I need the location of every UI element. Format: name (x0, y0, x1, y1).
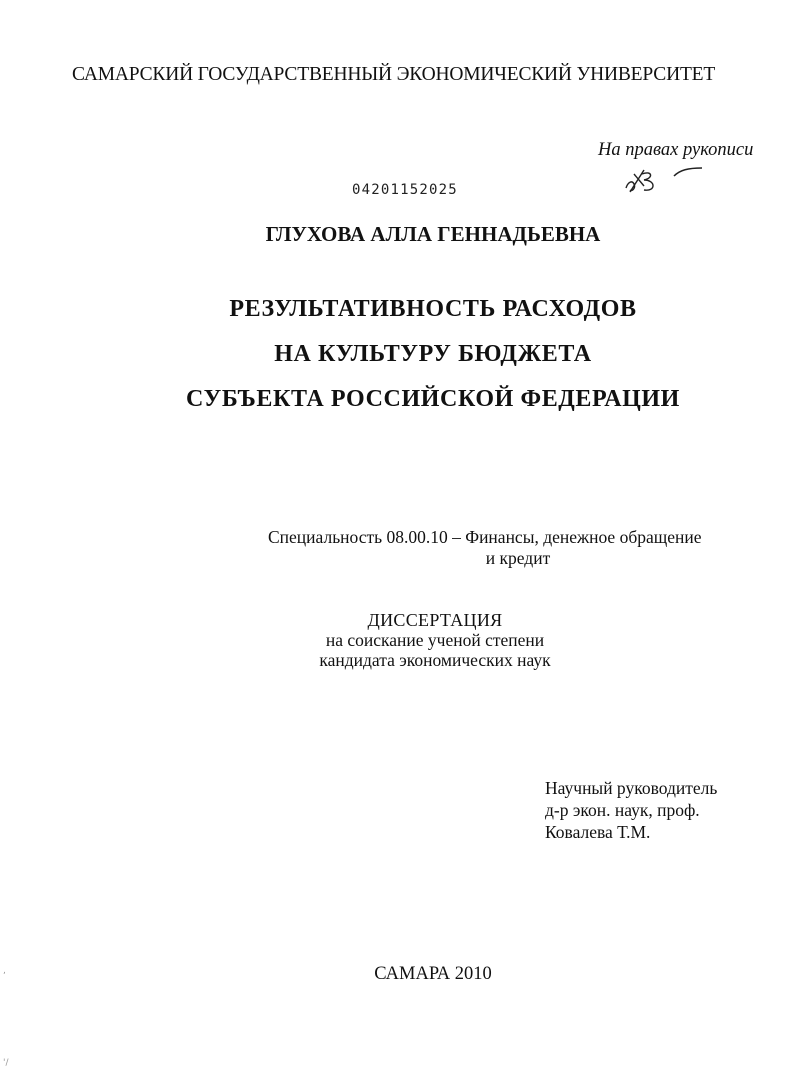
catalog-number: 04201152025 (352, 182, 458, 198)
title-line-2: НА КУЛЬТУРУ БЮДЖЕТА (274, 341, 592, 367)
degree-line-1: на соискание ученой степени (325, 630, 545, 650)
author-name: ГЛУХОВА АЛЛА ГЕННАДЬЕВНА (265, 222, 601, 246)
university-name: САМАРСКИЙ ГОСУДАРСТВЕННЫЙ ЭКОНОМИЧЕСКИЙ УНИВЕРСИТЕТ (72, 64, 716, 85)
margin-mark: '/ (3, 1058, 9, 1068)
dissertation-block (290, 610, 580, 670)
dissertation-title (0, 287, 794, 422)
signature-icon (622, 162, 712, 198)
specialty-line-2: и кредит (485, 548, 551, 568)
supervisor-block (545, 777, 717, 843)
title-line-3: СУБЪЕКТА РОССИЙСКОЙ ФЕДЕРАЦИИ (186, 386, 680, 412)
supervisor-name: Ковалева Т.М. (545, 822, 651, 842)
city-year: САМАРА 2010 (374, 964, 492, 984)
specialty-line-1: Специальность 08.00.10 – Финансы, денежное обращение (268, 527, 702, 547)
degree-line-2: кандидата экономических наук (319, 650, 551, 670)
supervisor-role: Научный руководитель (545, 778, 718, 798)
manuscript-note: На правах рукописи (598, 140, 754, 160)
dissertation-heading: ДИССЕРТАЦИЯ (367, 610, 503, 630)
margin-mark: , (3, 966, 6, 976)
supervisor-degree: д-р экон. наук, проф. (545, 800, 700, 820)
title-line-1: РЕЗУЛЬТАТИВНОСТЬ РАСХОДОВ (229, 296, 637, 322)
